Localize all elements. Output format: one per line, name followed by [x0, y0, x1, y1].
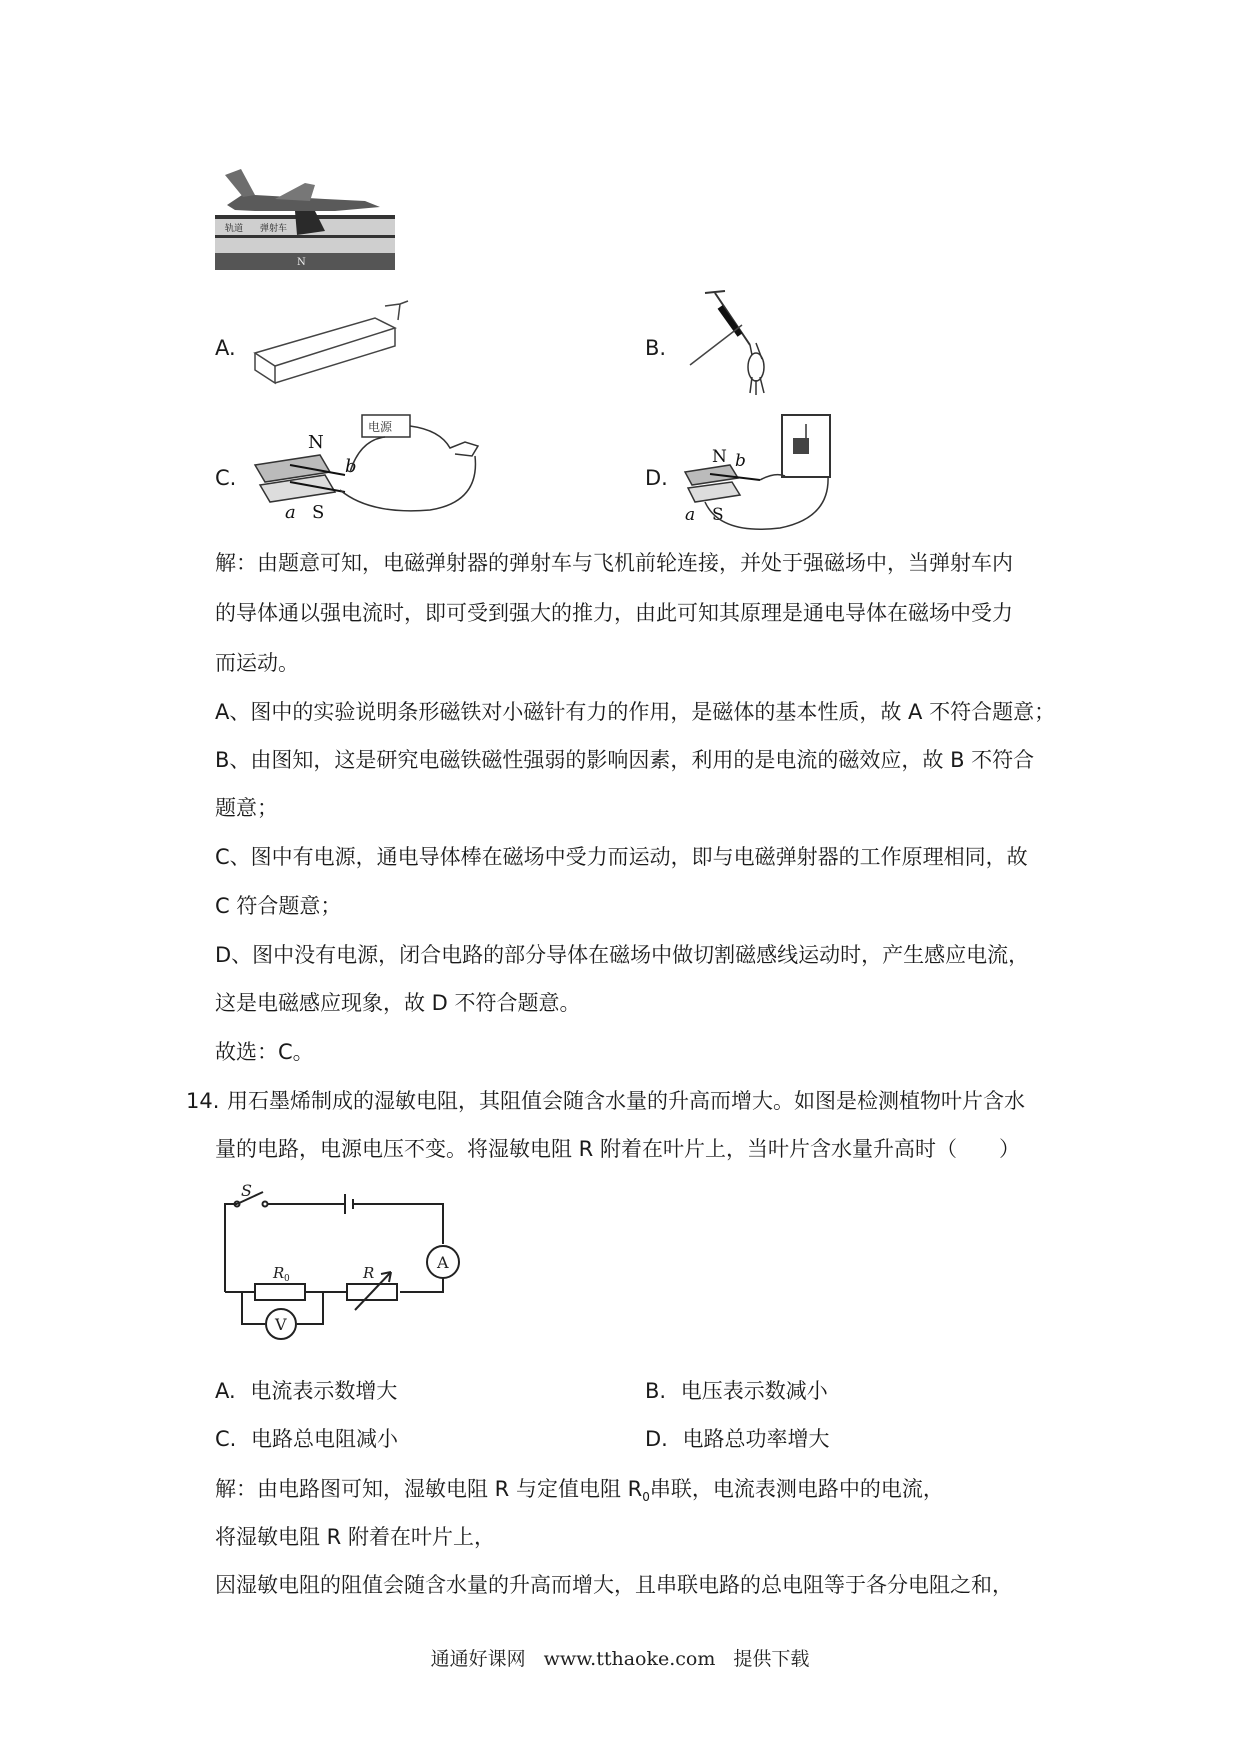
- solution-14-line: 将湿敏电阻 R 附着在叶片上，: [215, 1525, 495, 1549]
- circuit-diagram: [215, 1182, 475, 1347]
- r0-label: R: [273, 1264, 285, 1282]
- solution-13-line: 解：由题意可知，电磁弹射器的弹射车与飞机前轮连接，并处于强磁场中，当弹射车内: [215, 551, 1013, 575]
- footer-suffix: 提供下载: [733, 1648, 810, 1670]
- d-label-s: S: [712, 505, 724, 525]
- solution-13-line: C 符合题意；: [215, 894, 342, 918]
- jet-catapult-figure: [215, 165, 395, 270]
- footer-site-name: 通通好课网: [430, 1648, 526, 1670]
- option-b[interactable]: [645, 1376, 828, 1406]
- voltmeter-label: V: [275, 1315, 287, 1334]
- solution-14-line: [215, 1474, 1240, 1512]
- c-label-n: N: [308, 432, 324, 453]
- r0-subscript: 0: [642, 1490, 650, 1505]
- option-a[interactable]: [215, 1376, 397, 1406]
- c-label-s: S: [312, 502, 325, 520]
- c-label-b: b: [345, 456, 357, 477]
- switch-label: S: [241, 1182, 252, 1200]
- solution-14-line1-pre: 解：由电路图可知，湿敏电阻 R 与定值电阻 R: [215, 1477, 643, 1501]
- solution-14-line1-post: 串联，电流表测电路中的电流，: [649, 1477, 944, 1501]
- c-label-a: a: [285, 502, 296, 520]
- motor-principle-figure: [250, 410, 495, 520]
- solution-14-line: 因湿敏电阻的阻值会随含水量的升高而增大，且串联电路的总电阻等于各分电阻之和，: [215, 1573, 1013, 1597]
- option-b-letter: B.: [645, 336, 667, 360]
- solution-13-line: D、图中没有电源，闭合电路的部分导体在磁场中做切割磁感线运动时，产生感应电流，: [215, 943, 1030, 967]
- option-letter: A.: [215, 1379, 236, 1403]
- solution-13-line: 这是电磁感应现象，故 D 不符合题意。: [215, 991, 581, 1015]
- option-c[interactable]: [215, 1424, 398, 1454]
- electromagnet-figure: [680, 285, 800, 400]
- question-stem-line: 用石墨烯制成的湿敏电阻，其阻值会随含水量的升高而增大。如图是检测植物叶片含水: [227, 1089, 1025, 1113]
- solution-13-line: 而运动。: [215, 651, 299, 675]
- d-label-n: N: [712, 447, 727, 467]
- rail-label: 轨道: [225, 224, 244, 234]
- solution-13-line: 的导体通以强电流时，即可受到强大的推力，由此可知其原理是通电导体在磁场中受力: [215, 601, 1013, 625]
- solution-13-line: C、图中有电源，通电导体棒在磁场中受力而运动，即与电磁弹射器的工作原理相同，故: [215, 845, 1028, 869]
- footer-url[interactable]: www.tthaoke.com: [543, 1648, 716, 1670]
- option-letter: C.: [215, 1427, 237, 1451]
- bar-magnet-figure: [250, 298, 410, 393]
- option-letter: D.: [645, 1427, 668, 1451]
- catapult-car-label: 弹射车: [260, 224, 288, 234]
- option-letter: B.: [645, 1379, 667, 1403]
- option-text: 电流表示数增大: [250, 1379, 398, 1403]
- page-footer: [0, 1644, 1240, 1671]
- solution-13-line: 题意；: [215, 796, 278, 820]
- power-box-label: 电源: [368, 420, 393, 434]
- r-label: R: [363, 1264, 375, 1282]
- question-stem-line: 量的电路，电源电压不变。将湿敏电阻 R 附着在叶片上，当叶片含水量升高时（ ）: [215, 1137, 1020, 1161]
- d-label-a: a: [685, 505, 696, 525]
- ammeter-label: A: [437, 1253, 449, 1272]
- option-text: 电路总功率增大: [682, 1427, 830, 1451]
- option-text: 电压表示数减小: [680, 1379, 828, 1403]
- d-label-b: b: [735, 451, 746, 471]
- option-text: 电路总电阻减小: [251, 1427, 399, 1451]
- option-a-letter: A.: [215, 336, 236, 360]
- option-c-letter: C.: [215, 466, 237, 490]
- question-number: 14.: [186, 1089, 220, 1113]
- pole-label: N: [297, 257, 306, 268]
- option-d-letter: D.: [645, 466, 668, 490]
- solution-13-line: A、图中的实验说明条形磁铁对小磁针有力的作用，是磁体的基本性质，故 A 不符合题意；: [215, 700, 1056, 724]
- option-d[interactable]: [645, 1424, 830, 1454]
- solution-13-line: B、由图知，这是研究电磁铁磁性强弱的影响因素，利用的是电流的磁效应，故 B 不符合: [215, 748, 1035, 772]
- r0-subscript: 0: [284, 1274, 290, 1284]
- induction-figure: [680, 410, 840, 535]
- solution-13-line: 故选：C。: [215, 1040, 314, 1064]
